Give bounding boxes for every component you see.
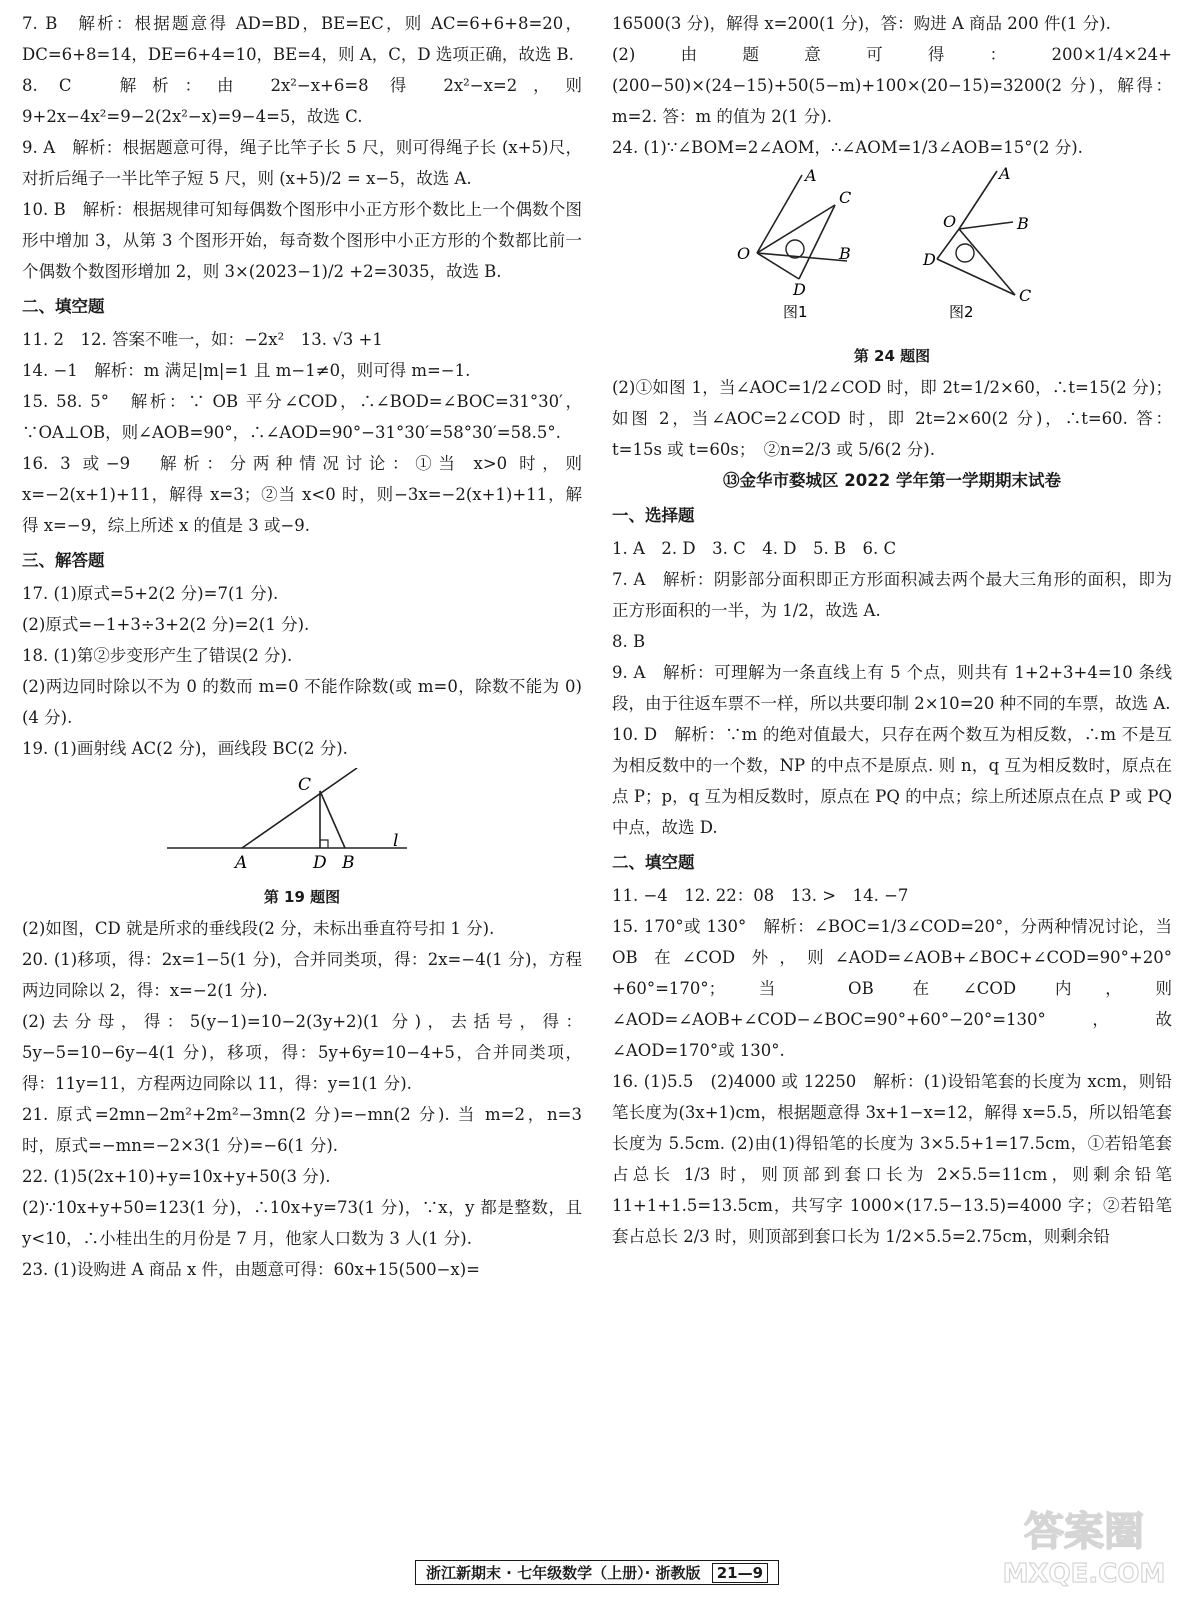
fig2-line <box>937 259 1015 295</box>
fig1-label-A: A <box>805 167 817 185</box>
right-column <box>612 8 1172 1252</box>
answer-q18a: 18. (1)第②步变形产生了错误(2 分). <box>22 646 293 665</box>
answer-q15: 15. 58. 5° 解析：∵ OB 平分∠COD，∴∠BOD=∠BOC=31°30′，∵OA⊥OB，则∠AOB=90°，∴∠AOD=90°−31°30′=58°30′=58.5°. <box>22 392 582 442</box>
fig2-line <box>959 171 997 229</box>
section-heading-sec2: 二、填空题 <box>22 297 105 316</box>
answer-r11: 11. −4 12. 22：08 13. > 14. −7 <box>612 886 909 905</box>
answer-q16: 16. 3 或−9 解析：分两种情况讨论：①当 x>0 时，则 x=−2(x+1)+11，解得 x=3；②当 x<0 时，则−3x=−2(x+1)+11，解得 x=−9，综上所述 x 的值是 3 或−9. <box>22 454 582 535</box>
answer-r10: 10. D 解析：∵m 的绝对值最大，只存在两个数互为相反数，∴m 不是互为相反数中的一个数，NP 的中点不是原点. 则 n，q 互为相反数时，原点在点 P；p，q 互为相反数时，原点在 PQ 的中点；综上所述原点在点 P 或 PQ 中点，故选 D. <box>612 725 1172 837</box>
watermark-text: 答案圈 <box>1024 1509 1144 1555</box>
figure-24 <box>612 167 1172 372</box>
section-heading-rsec1: 一、选择题 <box>612 506 695 525</box>
fig1-line <box>757 175 802 253</box>
answer-q23a: 23. (1)设购进 A 商品 x 件，由题意可得：60x+15(500−x)= <box>22 1260 481 1279</box>
fig2-label-D: D <box>923 250 936 269</box>
answer-q10: 10. B 解析：根据规律可知每偶数个图形中小正方形个数比上一个偶数个图形中增加 3，从第 3 个图形开始，每奇数个图形中小正方形的个数都比前一个偶数个数图形增加 2，则 3×(2023−1)/2 +2=3035，故选 B. <box>22 200 582 281</box>
fig1-label-D: D <box>793 280 806 299</box>
figure-19 <box>22 768 582 913</box>
fig2-label-A: A <box>999 167 1011 183</box>
fig2-angle-mark <box>956 244 974 262</box>
fig1-label-C: C <box>839 188 852 207</box>
watermark-logo <box>994 1490 1174 1590</box>
section-heading-sec3: 三、解答题 <box>22 551 105 570</box>
answer-q24a: 24. (1)∵∠BOM=2∠AOM，∴∠AOM=1/3∠AOB=15°(2 分). <box>612 138 1083 157</box>
fig19-label-B: B <box>342 853 355 873</box>
figure-24-diagram <box>727 167 1057 337</box>
page-number: 21—9 <box>712 1563 768 1583</box>
answer-r1: 1. A 2. D 3. C 4. D 5. B 6. C <box>612 539 897 558</box>
answer-q20b: (2)去分母，得：5(y−1)=10−2(3y+2)(1 分)，去括号，得：5y−5=10−6y−4(1 分)，移项，得：5y+6y=10−4+5，合并同类项，得：11y=11，方程两边同除以 11，得：y=1(1 分). <box>22 1012 582 1093</box>
fig2-line <box>959 222 1013 229</box>
answer-q24b: (2)①如图 1，当∠AOC=1/2∠COD 时，即 2t=1/2×60，∴t=15(2 分)；如图 2，当∠AOC=2∠COD 时，即 2t=2×60(2 分)，∴t=60. 答：t=15s 或 t=60s； ②n=2/3 或 5/6(2 分). <box>612 378 1172 459</box>
answer-r9: 9. A 解析：可理解为一条直线上有 5 个点，则共有 1+2+3+4=10 条线段，由于往返车票不一样，所以共要印制 2×10=20 种不同的车票，故选 A. <box>612 663 1172 713</box>
answer-q7: 7. B 解析：根据题意得 AD=BD，BE=EC，则 AC=6+6+8=20，DC=6+8=14，DE=6+4=10，BE=4，则 A，C，D 选项正确，故选 B. <box>22 14 582 64</box>
answer-q9: 9. A 解析：根据题意可得，绳子比竿子长 5 尺，则可得绳子长 (x+5)尺，对折后绳子一半比竿子短 5 尺，则 (x+5)/2 = x−5，故选 A. <box>22 138 582 188</box>
answer-q22b: (2)∵10x+y+50=123(1 分)，∴10x+y=73(1 分)，∵x，y 都是整数，且 y<10，∴小桂出生的月份是 7 月，他家人口数为 3 人(1 分). <box>22 1198 582 1248</box>
answer-q19b: (2)如图，CD 就是所求的垂线段(2 分，未标出垂直符号扣 1 分). <box>22 919 495 938</box>
answer-q23c: (2)由题意可得：200×1/4×24+(200−50)×(24−15)+50(5−m)+100×(20−15)=3200(2 分)，解得：m=2. 答：m 的值为 2(1 分). <box>612 45 1172 126</box>
answer-q14: 14. −1 解析：m 满足|m|=1 且 m−1≠0，则可得 m=−1. <box>22 361 471 380</box>
answer-r7: 7. A 解析：阴影部分面积即正方形面积减去两个最大三角形的面积，即为正方形面积的一半，为 1/2，故选 A. <box>612 570 1172 620</box>
answer-q23b: 16500(3 分)，解得 x=200(1 分)，答：购进 A 商品 200 件(1 分). <box>612 14 1111 33</box>
fig2-caption: 图2 <box>949 303 974 321</box>
section-heading-rsec2: 二、填空题 <box>612 853 695 872</box>
footer-text: 浙江新期末 · 七年级数学（上册）· 浙教版 <box>425 1564 701 1582</box>
answer-q21: 21. 原式=2mn−2m²+2m²−3mn(2 分)=−mn(2 分). 当 m=2，n=3 时，原式=−mn=−2×3(1 分)=−6(1 分). <box>22 1105 582 1155</box>
answer-q17b: (2)原式=−1+3÷3+2(2 分)=2(1 分). <box>22 615 310 634</box>
left-column <box>22 8 582 1285</box>
answer-r15: 15. 170°或 130° 解析：∠BOC=1/3∠COD=20°，分两种情况讨论，当 OB 在∠COD 外，则∠AOD=∠AOB+∠BOC+∠COD=90°+20°+60°=170°；当 OB 在∠COD 内，则∠AOD=∠AOB+∠COD−∠BOC=90°+60°−20°=130°，故∠AOD=170°或 130°. <box>612 917 1172 1060</box>
answer-q17a: 17. (1)原式=5+2(2 分)=7(1 分). <box>22 584 279 603</box>
fig2-label-B: B <box>1017 214 1029 233</box>
watermark-url: MXQE.COM <box>1002 1559 1166 1589</box>
fig1-angle-mark <box>786 240 804 258</box>
answer-q11: 11. 2 12. 答案不唯一，如：−2x² 13. √3 +1 <box>22 330 383 349</box>
fig19-label-D: D <box>313 853 327 873</box>
answer-q19a: 19. (1)画射线 AC(2 分)，画线段 BC(2 分). <box>22 739 348 758</box>
fig2-label-C: C <box>1019 286 1032 305</box>
right-angle-mark <box>320 840 328 848</box>
answer-q18b: (2)两边同时除以不为 0 的数而 m=0 不能作除数(或 m=0，除数不能为 0)(4 分). <box>22 677 582 727</box>
fig2-label-O: O <box>943 212 957 231</box>
fig19-label-A: A <box>235 853 248 873</box>
fig19-label-l: l <box>393 831 399 851</box>
answer-r16: 16. (1)5.5 (2)4000 或 12250 解析：(1)设铅笔套的长度为 xcm，则铅笔长度为(3x+1)cm，根据题意得 3x+1−x=12，解得 x=5.5，所以铅笔套长度为 5.5cm. (2)由(1)得铅笔的长度为 3×5.5+1=17.5cm，①若铅笔套占总长 1/3 时，则顶部到套口长为 2×5.5=11cm，则剩余铅笔 11+1+1.5=13.5cm，共写字 1000×(17.5−13.5)=4000 字；②若铅笔套占总长 2/3 时，则顶部到套口长为 1/2×5.5=2.75cm，则剩余铅 <box>612 1072 1172 1246</box>
fig1-caption: 图1 <box>783 303 808 321</box>
answer-q20a: 20. (1)移项，得：2x=1−5(1 分)，合并同类项，得：2x=−4(1 分)，方程两边同除以 2，得：x=−2(1 分). <box>22 950 582 1000</box>
fig1-label-O: O <box>737 244 751 263</box>
answer-r8: 8. B <box>612 632 646 651</box>
answer-q8: 8. C 解析：由 2x²−x+6=8 得 2x²−x=2，则 9+2x−4x²=9−2(2x²−x)=9−4=5，故选 C. <box>22 76 582 126</box>
fig1-label-B: B <box>839 244 851 263</box>
fig19-label-C: C <box>298 775 312 795</box>
answer-q22a: 22. (1)5(2x+10)+y=10x+y+50(3 分). <box>22 1167 331 1186</box>
figure-19-diagram <box>167 768 437 878</box>
exam-title-title13: ⑬金华市婺城区 2022 学年第一学期期末试卷 <box>723 471 1061 490</box>
figure-24-caption: 第 24 题图 <box>853 347 931 365</box>
figure-19-caption: 第 19 题图 <box>263 888 341 906</box>
footer-title <box>415 1560 779 1585</box>
